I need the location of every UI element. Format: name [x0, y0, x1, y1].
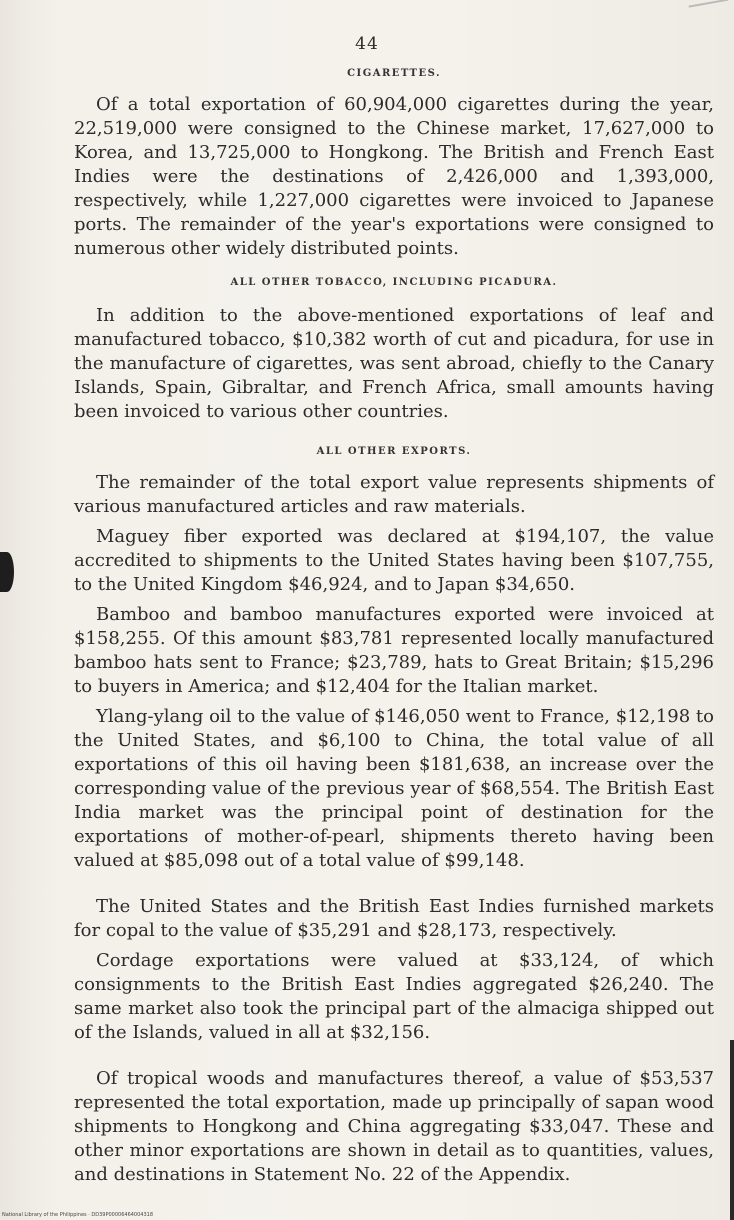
paragraph: Bamboo and bamboo manufactures exported were invoiced at $158,255. Of this amount $83,781 represented locally manufactured bamboo hats sent to France; $23,789, hats to Great Britain; $15,296 to buyers in America; and $12,404 for the Italian market. — [74, 604, 714, 697]
page-edge-shadow — [730, 1040, 734, 1220]
paragraph: Of tropical woods and manufactures thereof, a value of $53,537 represented the total exportation, made up principally of sapan wood shipments to Hongkong and China aggregating $33,047. These and other minor exportations are shown in detail as to quantities, values, and destinations in Statement No. 22 of the Appendix. — [74, 1068, 714, 1185]
paragraph: The remainder of the total export value represents shipments of various manufactured articles and raw materials. — [74, 472, 714, 517]
paragraph: The United States and the British East Indies furnished markets for copal to the value of $35,291 and $28,173, respectively. — [74, 896, 714, 941]
paragraph: Ylang-ylang oil to the value of $146,050 went to France, $12,198 to the United States, and $6,100 to China, the total value of all exportations of this oil having been $181,638, an increase over the corresponding value of the previous year of $68,554. The British East India market was the principal point of destination for the exportations of mother-of-pearl, shipments thereto having been valued at $85,098 out of a total value of $99,148. — [74, 706, 714, 871]
paragraph: Of a total exportation of 60,904,000 cigarettes during the year, 22,519,000 were consigned to the Chinese market, 17,627,000 to Korea, and 13,725,000 to Hongkong. The British and French East Indies were the destinations of 2,426,000 and 1,393,000, respectively, while 1,227,000 cigarettes were invoiced to Japanese ports. The remainder of the year's exportations were consigned to numerous other widely distributed points. — [74, 94, 714, 259]
section-heading-other-tobacco: ALL OTHER TOBACCO, INCLUDING PICADURA. — [230, 277, 558, 288]
paragraph: Maguey fiber exported was declared at $194,107, the value accredited to shipments to the United States having been $107,755, to the United Kingdom $46,924, and to Japan $34,650. — [74, 526, 714, 595]
library-footer: National Library of the Philippines · DD39P00006464004318 — [2, 1212, 154, 1218]
binding-smudge — [0, 552, 14, 592]
paragraph: Cordage exportations were valued at $33,124, of which consignments to the British East Indies aggregated $26,240. The same market also took the principal part of the almaciga shipped out of the Islands, valued in all at $32,156. — [74, 950, 714, 1043]
paragraph: In addition to the above-mentioned exportations of leaf and manufactured tobacco, $10,382 worth of cut and picadura, for use in the manufacture of cigarettes, was sent abroad, chiefly to the Canary Islands, Spain, Gibraltar, and French Africa, small amounts having been invoiced to various other countries. — [74, 305, 714, 422]
corner-mark — [689, 0, 732, 25]
page-number: 44 — [355, 34, 379, 54]
section-heading-cigarettes: CIGARETTES. — [347, 68, 441, 79]
section-heading-other-exports: ALL OTHER EXPORTS. — [316, 446, 472, 457]
page-content — [74, 64, 714, 1187]
